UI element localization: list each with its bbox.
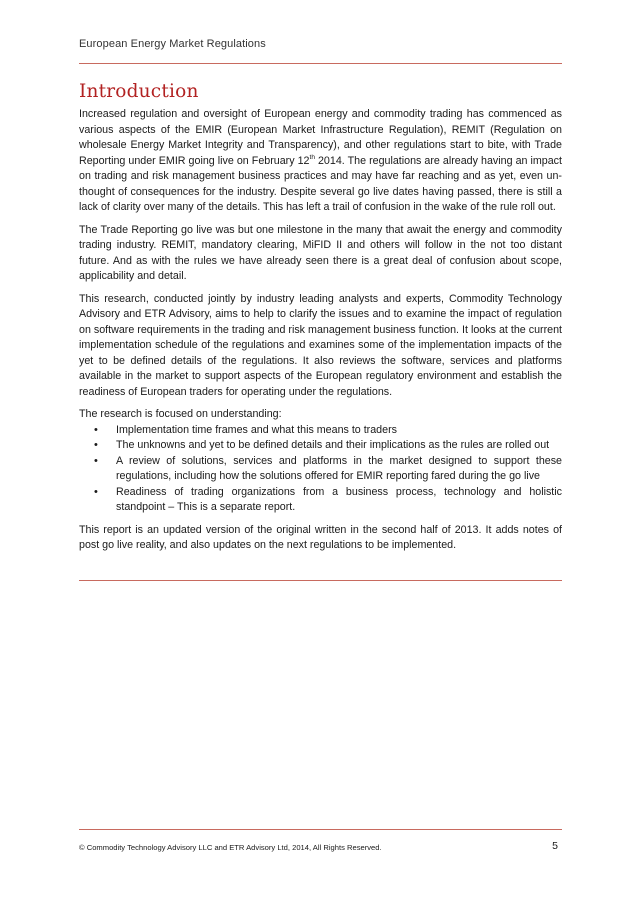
paragraph-1-text-a: Increased regulation and oversight of European energy and commodity trading has commenced as various aspects of the EMIR (European Market Infrastructure Regulation), REMIT (Regulation on wholesale Energy Market Integrity and Transparency), and other regulations start to bite, with Trade Reporting under EMIR going live on February 12: [79, 108, 562, 167]
paragraph-3: This research, conducted jointly by industry leading analysts and experts, Commodity Technology Advisory and ETR Advisory, aims to help to clarify the issues and to examine the impact of regulation on software requirements in the trading and risk management business function. It looks at the current implementation schedule of the regulations and examines some of the implementation impacts of the yet to be defined details of the regulations. It also reviews the software, services and platforms available in the market to support aspects of the European regulatory environment and establish the readiness of European traders for operating under the regulations.: [79, 292, 562, 398]
copyright-notice: © Commodity Technology Advisory LLC and ETR Advisory Ltd, 2014, All Rights Reserved.: [79, 843, 382, 852]
section-end-divider: [79, 580, 562, 581]
list-item-text: A review of solutions, services and platforms in the market designed to support these regulations, including how the solutions offered for EMIR reporting fared during the go live: [116, 454, 562, 482]
section-heading: Introduction: [79, 81, 199, 102]
page-number: 5: [552, 840, 558, 852]
paragraph-1: [79, 107, 562, 216]
list-item-text: Readiness of trading organizations from a business process, technology and holistic standpoint – This is a separate report.: [116, 485, 562, 513]
list-item: [79, 485, 562, 516]
header-divider: [79, 63, 562, 64]
body-content: [79, 107, 562, 561]
paragraph-2: The Trade Reporting go live was but one milestone in the many that await the energy and commodity trading industry. REMIT, mandatory clearing, MiFID II and others will follow in the not too distant future. And as with the rules we have already seen there is a great deal of confusion about scope, applicability and detail.: [79, 223, 562, 282]
bullet-icon: •: [94, 423, 98, 436]
list-lead-in: The research is focused on understanding:: [79, 408, 282, 420]
list-item-text: Implementation time frames and what this means to traders: [116, 423, 397, 436]
bullet-icon: •: [94, 454, 98, 467]
bullet-list: [79, 423, 562, 516]
paragraph-5: This report is an updated version of the original written in the second half of 2013. It adds notes of post go live reality, and also updates on the next regulations to be implemented.: [79, 523, 562, 551]
list-item: [79, 438, 562, 454]
list-item: [79, 454, 562, 485]
bullet-icon: •: [94, 439, 98, 451]
running-header: European Energy Market Regulations: [79, 38, 266, 50]
ordinal-superscript: th: [309, 153, 315, 161]
footer-divider: [79, 829, 562, 830]
bullet-icon: •: [94, 485, 98, 498]
list-item: [79, 423, 562, 439]
paragraph-1-text-b: 2014. The regulations are already having an impact on trading and risk management business practices and may have far reaching and as yet, even un-thought of consequences for the industry. Despite several go live dates having passed, there is still a lack of clarity over many of the details. This has left a trail of confusion in the wake of the rule roll out.: [79, 154, 562, 213]
list-item-text: The unknowns and yet to be defined details and their implications as the rules are rolled out: [116, 439, 550, 451]
